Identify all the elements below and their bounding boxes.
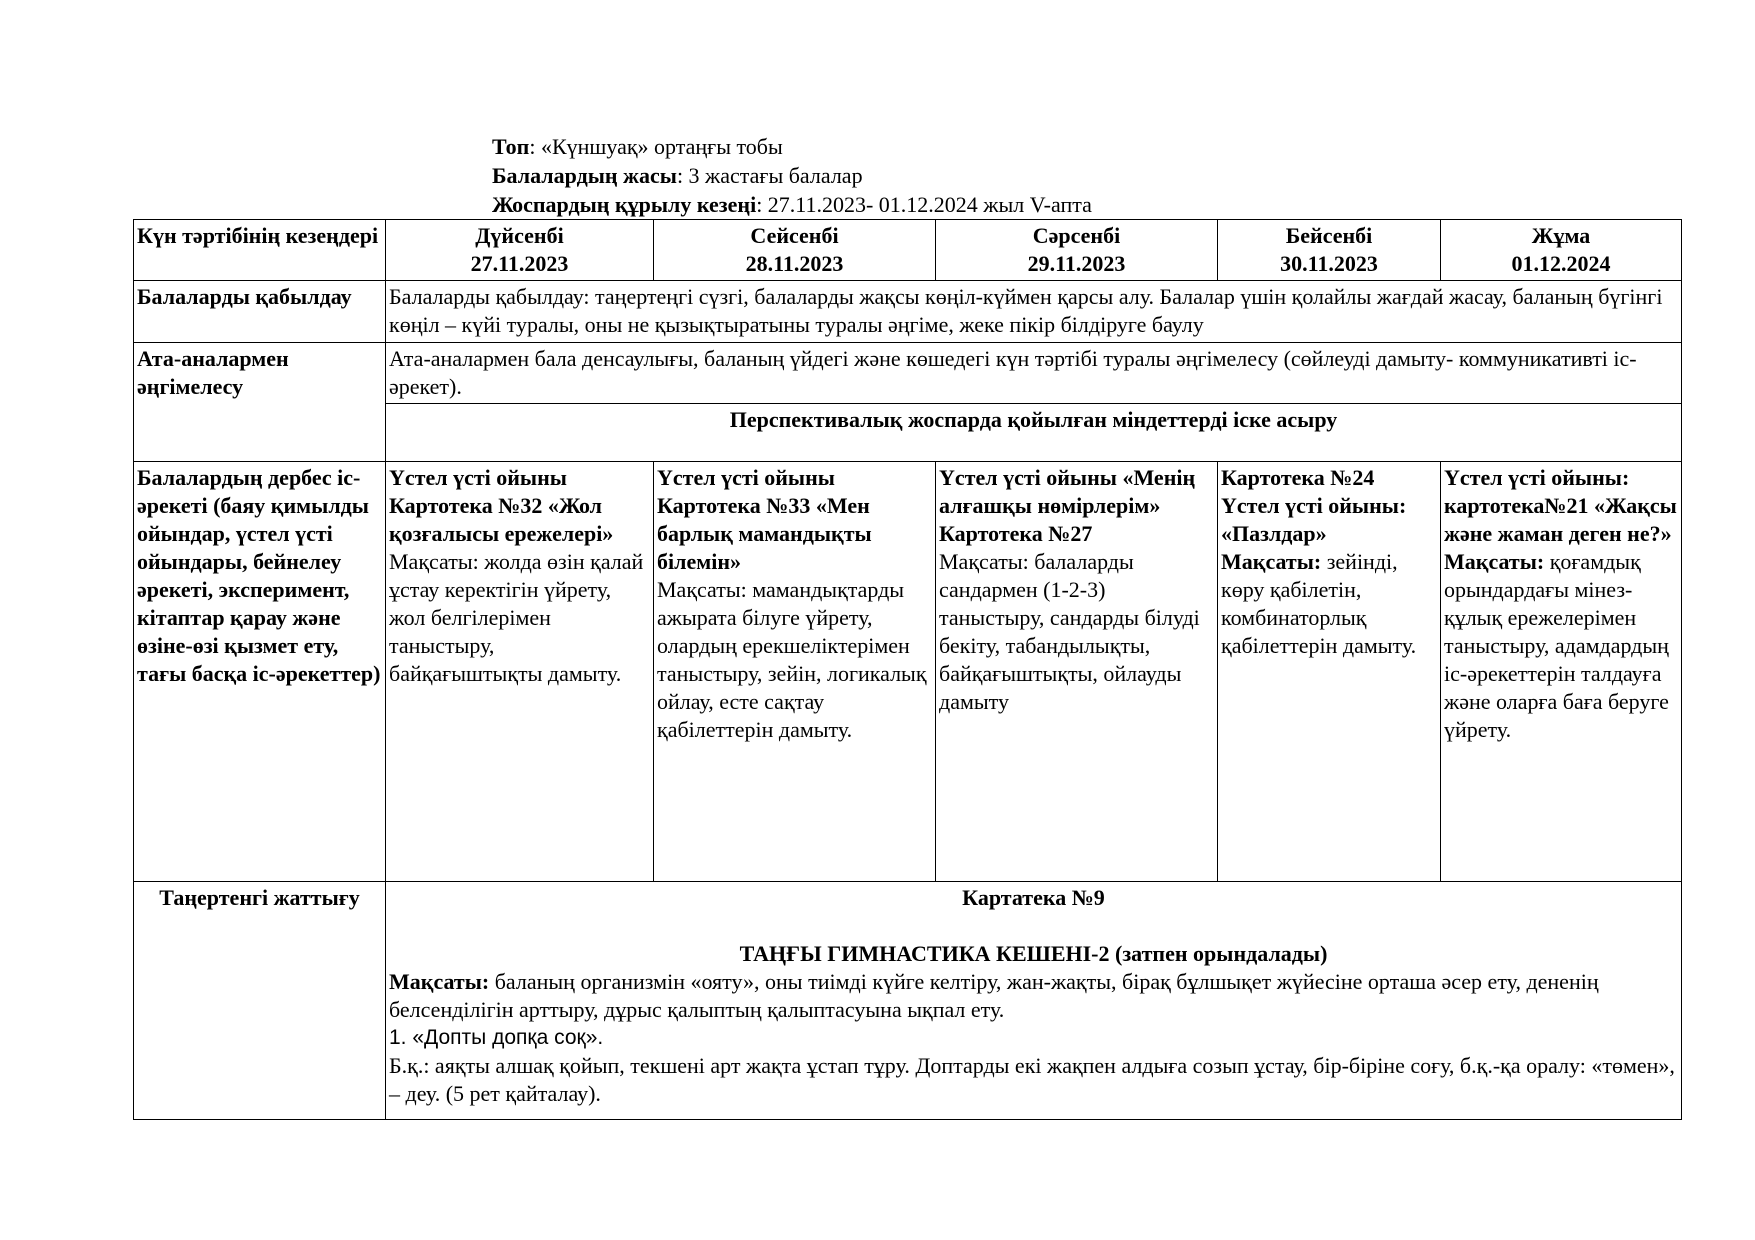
goal-text: қоғамдық орындардағы мінез-құлық ережелерімен таныстыру, адамдардың іс-әрекеттерін талдауға және оларға баға беруге үйрету.: [1444, 549, 1669, 742]
day-date: 29.11.2023: [1027, 251, 1126, 276]
monday-activity: [386, 462, 654, 882]
exercise-goal: [389, 968, 1678, 1024]
thursday-activity-goal: [1221, 548, 1437, 660]
exercise-complex-title: ТАҢҒЫ ГИМНАСТИКА КЕШЕНІ-2 (затпен орындалады): [739, 941, 1328, 966]
day-date: 01.12.2024: [1511, 251, 1611, 276]
tuesday-activity: [654, 462, 936, 882]
morning-exercise-row: [134, 882, 1682, 1120]
day-header-friday: [1441, 220, 1682, 281]
day-date: 30.11.2023: [1280, 251, 1378, 276]
friday-activity-title: Үстел үсті ойыны: картотека№21 «Жақсы және жаман деген не?»: [1444, 465, 1677, 546]
monday-activity-title: Үстел үсті ойыны Картотека №32 «Жол қозғалысы ережелері»: [389, 465, 614, 546]
parents-text: Ата-аналармен бала денсаулығы, баланың үйдегі және көшедегі күн тәртібі туралы әңгімелесу (сөйлеуді дамыту- коммуникативті іс-әрекет).: [386, 343, 1682, 404]
day-name: Жұма: [1531, 223, 1591, 248]
goal-text: зейінді, көру қабілетін, комбинаторлық қабілеттерін дамыту.: [1221, 549, 1417, 658]
thursday-activity-title: Картотека №24 Үстел үсті ойыны: «Пазлдар»: [1221, 465, 1407, 546]
independent-label: Балалардың дербес іс-әрекеті (баяу қимылды ойындар, үстел үсті ойындары, бейнелеу әрекеті, эксперимент, кітаптар қарау және өзіне-өзі қызмет ету, тағы басқа іс-әрекеттер): [134, 462, 386, 882]
exercise-content: [386, 882, 1682, 1120]
goal-label: Мақсаты:: [389, 969, 490, 994]
day-name: Бейсенбі: [1285, 223, 1373, 248]
exercise-card: Картатека №9: [962, 885, 1105, 910]
exercise-label: Таңертенгі жаттығу: [134, 882, 386, 1120]
period-label: Жоспардың құрылу кезеңі: [492, 192, 757, 217]
day-header-thursday: [1218, 220, 1441, 281]
day-header-tuesday: [654, 220, 936, 281]
goal-label: Мақсаты:: [1221, 549, 1322, 574]
day-name: Дүйсенбі: [475, 223, 564, 248]
group-line: [492, 132, 1092, 161]
corner-header: Күн тәртібінің кезеңдері: [134, 220, 386, 281]
wednesday-activity: [936, 462, 1218, 882]
perspective-text: Перспективалық жоспарда қойылған міндеттерді іске асыру: [386, 404, 1682, 462]
group-label: Топ: [492, 134, 530, 159]
reception-label: Балаларды қабылдау: [134, 281, 386, 343]
friday-activity-goal: [1444, 548, 1678, 744]
reception-row: [134, 281, 1682, 343]
day-date: 27.11.2023: [470, 251, 569, 276]
thursday-activity: [1218, 462, 1441, 882]
exercise-step-1-text: Б.қ.: аяқты алшақ қойып, текшені арт жақта ұстап тұру. Доптарды екі жақпен алдыға созып ұстау, бір-біріне соғу, б.қ.-қа оралу: «төмен», – деу. (5 рет қайталау).: [389, 1053, 1675, 1106]
goal-label: Мақсаты:: [1444, 549, 1545, 574]
period-value: : 27.11.2023- 01.12.2024 жыл V-апта: [756, 192, 1092, 217]
period-line: [492, 190, 1092, 219]
parents-row: [134, 343, 1682, 404]
day-header-wednesday: [936, 220, 1218, 281]
tuesday-activity-goal: Мақсаты: мамандықтарды ажырата білуге үйрету, олардың ерекшеліктерімен таныстыру, зейін, логикалық ойлау, есте сақтау қабілеттерін дамыту.: [657, 577, 927, 742]
monday-activity-goal: Мақсаты: жолда өзін қалай ұстау керектігін үйрету, жол белгілерімен таныстыру, байқағыштықты дамыту.: [389, 549, 644, 686]
friday-activity: [1441, 462, 1682, 882]
age-label: Балалардың жасы: [492, 163, 677, 188]
weekly-plan-table: [133, 219, 1682, 1120]
tuesday-activity-title: Үстел үсті ойыны Картотека №33 «Мен барлық мамандықты білемін»: [657, 465, 872, 574]
spacer: [389, 912, 1678, 940]
day-date: 28.11.2023: [745, 251, 844, 276]
wednesday-activity-goal: Мақсаты: балаларды сандармен (1-2-3) таныстыру, сандарды білуді бекіту, табандылықты, байқағыштықты, ойлауды дамыту: [939, 549, 1200, 714]
day-name: Сейсенбі: [750, 223, 839, 248]
reception-text: Балаларды қабылдау: таңертеңгі сүзгі, балаларды жақсы көңіл-күймен қарсы алу. Балалар үшін қолайлы жағдай жасау, баланың бүгінгі көңіл – күйі туралы, оны не қызықтыратыны туралы әңгіме, жеке пікір білдіруге баулу: [386, 281, 1682, 343]
day-header-monday: [386, 220, 654, 281]
parents-label: Ата-аналармен әңгімелесу: [134, 343, 386, 462]
table-header-row: [134, 220, 1682, 281]
independent-activity-row: [134, 462, 1682, 882]
plan-header: [492, 132, 1092, 219]
wednesday-activity-title: Үстел үсті ойыны «Менің алғашқы нөмірлерім» Картотека №27: [939, 465, 1196, 546]
age-value: : 3 жастағы балалар: [676, 163, 863, 188]
exercise-step-1: 1. «Допты допқа соқ».: [389, 1026, 604, 1049]
group-value: : «Күншуақ» ортаңғы тобы: [529, 134, 783, 159]
goal-text: баланың организмін «ояту», оны тиімді күйге келтіру, жан-жақты, бірақ бұлшықет жүйесіне орташа әсер ету, дененің белсенділігін арттыру, дұрыс қалыптың қалыптасуына ықпал ету.: [389, 969, 1599, 1022]
day-name: Сәрсенбі: [1032, 223, 1121, 248]
age-line: [492, 161, 1092, 190]
